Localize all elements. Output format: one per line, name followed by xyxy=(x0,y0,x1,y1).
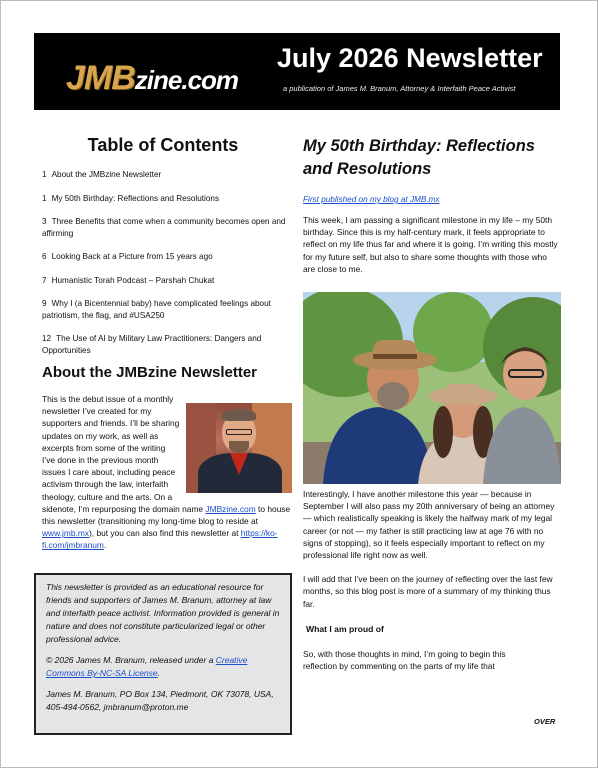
newsletter-subtitle: a publication of James M. Branum, Attorney & Interfaith Peace Activist xyxy=(283,84,516,93)
toc-title: Table of Contents xyxy=(87,135,239,155)
about-heading: About the JMBzine Newsletter xyxy=(42,364,258,381)
disclaimer-box xyxy=(34,573,292,735)
ko-fi-link[interactable]: https://ko-fi.com/jmbranum xyxy=(42,528,278,551)
toc-item[interactable]: 9 Why I (a Bicentennial baby) have complicated feelings about patriotism, the flag, and #USA250 xyxy=(42,299,271,320)
newsletter-title: July 2026 Newsletter xyxy=(277,43,543,73)
article-continuation xyxy=(303,488,561,672)
toc-item[interactable]: 12 The Use of AI by Military Law Practitioners: Dangers and Opportunities xyxy=(42,334,262,355)
article-paragraph: This week, I am passing a significant milestone in my life – my 50th birthday. Since this is my half-century mark, it feels appropriate to reflect on my life thus far and where it is going. I’m writing this mostly for my future self, but also to share some thoughts with those who are close to me. xyxy=(303,215,558,274)
table-of-contents xyxy=(42,169,292,356)
header-banner xyxy=(34,33,560,110)
author-portrait xyxy=(186,403,292,493)
toc-item[interactable]: 1 My 50th Birthday: Reflections and Resolutions xyxy=(42,193,220,203)
jmbzine-link[interactable]: JMBzine.com xyxy=(205,503,256,514)
left-column xyxy=(42,135,292,552)
right-column xyxy=(303,135,561,275)
article-paragraph: Interestingly, I have another milestone this year — because in September I will also pass my 20th anniversary of being an attorney — which realistically speaking is likely the halfway mark of my legal career (or not — my father is still practicing law at age 76 with no signs of stopping), so it feels especially important to reflect on my professional life right now as well. xyxy=(303,489,555,561)
logo-text-main: JMB xyxy=(66,59,135,97)
article-title: My 50th Birthday: Reflections and Resolutions xyxy=(303,137,535,178)
birthday-photo xyxy=(303,292,561,484)
toc-item[interactable]: 7 Humanistic Torah Podcast – Parshah Chukat xyxy=(42,275,215,285)
contact-text: James M. Branum, PO Box 134, Piedmont, OK 73078, USA, 405-494-0562, jmbranum@proton.me xyxy=(46,689,274,712)
copyright-text: © 2026 James M. Branum, released under a Creative Commons By-NC-SA License. xyxy=(46,655,248,678)
about-paragraph: This is the debut issue of a monthly newsletter I’ve created for my supporters and friends. I’ll be sharing updates on my work, as well as excerpts from some of the writing I’ve done in the previous month issues I care about, including peace activism through the law, interfaith theology, culture and the arts. On a sidenote, I’m repurposing the domain name JMBzine.com to house this newsletter (transitioning my long-time blog to reside at www.jmb.mx), but you can also find this newsletter at https://ko-fi.com/jmbranum. xyxy=(42,394,291,551)
logo-text-sub: zine.com xyxy=(134,65,239,95)
over-indicator: OVER xyxy=(534,717,556,726)
article-paragraph: So, with those thoughts in mind, I’m going to begin this reflection by commenting on the parts of my life that xyxy=(303,648,506,672)
first-published-link[interactable]: First published on my blog at JMB.mx xyxy=(303,195,440,204)
license-link[interactable]: Creative Commons By-NC-SA License xyxy=(46,655,248,678)
article-paragraph: I will add that I’ve been on the journey of reflecting over the last few months, so this blog post is more of a summary of my thinking thus far. xyxy=(303,574,553,609)
toc-item[interactable]: 6 Looking Back at a Picture from 15 years ago xyxy=(42,252,213,261)
disclaimer-text: This newsletter is provided as an educational resource for friends and supporters of James M. Branum, attorney at law and interfaith peace activist. Information provided is general in nature and does not constitute particularized legal or other professional advice. xyxy=(46,582,280,644)
toc-item[interactable]: 3 Three Benefits that come when a community becomes open and affirming xyxy=(42,217,286,238)
jmb-mx-link[interactable]: www.jmb.mx xyxy=(42,528,89,539)
section-subheading: What I am proud of xyxy=(306,623,384,634)
jmbzine-logo xyxy=(48,45,248,97)
toc-item[interactable]: 1 About the JMBzine Newsletter xyxy=(42,170,162,179)
